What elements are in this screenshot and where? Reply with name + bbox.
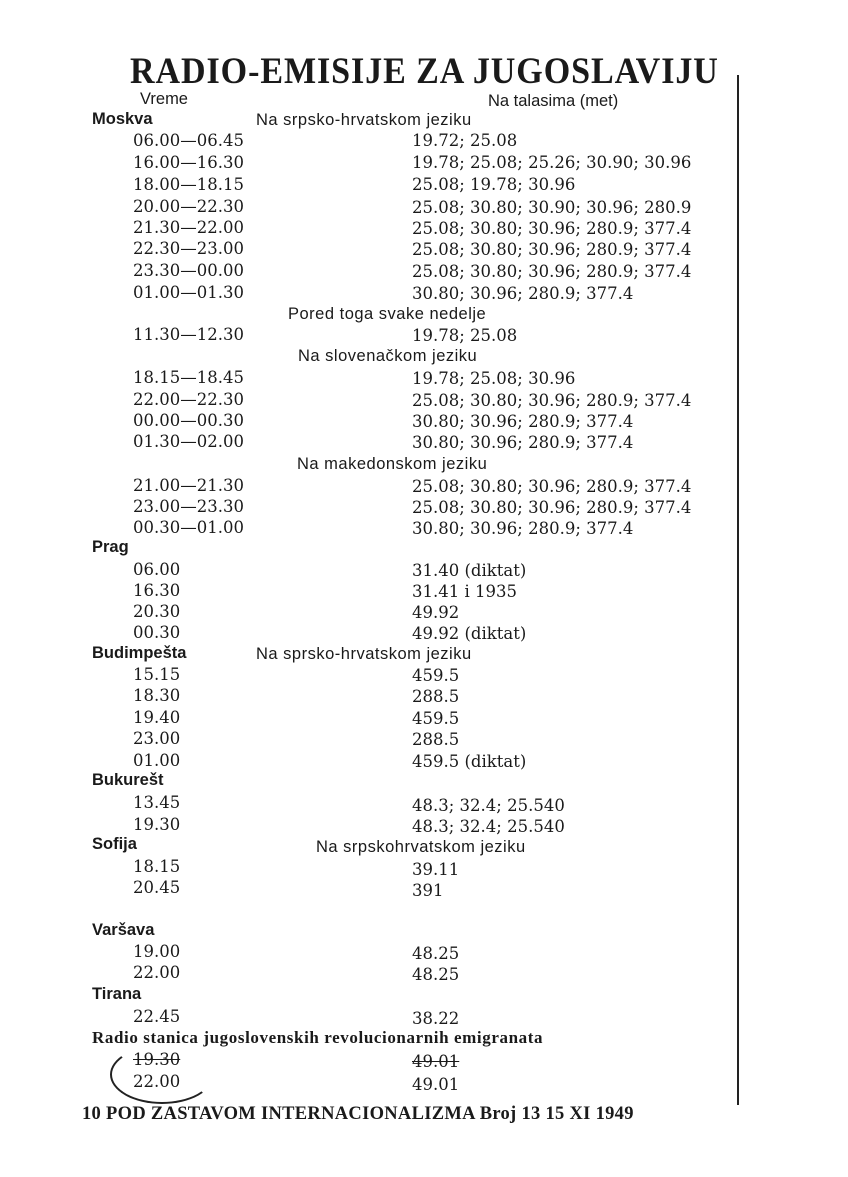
language-heading: Na slovenačkom jeziku xyxy=(298,347,478,365)
row-time: 13.45 xyxy=(133,793,181,812)
row-time: 23.00 xyxy=(133,729,181,748)
row-time: 20.45 xyxy=(133,878,181,897)
city-moskva: Moskva xyxy=(92,110,153,128)
row-waves: 49.92 (diktat) xyxy=(412,624,527,643)
row-waves: 25.08; 30.80; 30.90; 30.96; 280.9 xyxy=(412,198,692,217)
row-waves: 19.78; 25.08 xyxy=(412,326,518,345)
row-waves: 30.80; 30.96; 280.9; 377.4 xyxy=(412,284,634,303)
row-waves: 48.25 xyxy=(412,944,460,963)
row-waves: 49.01 xyxy=(412,1075,460,1094)
row-waves: 19.78; 25.08; 25.26; 30.90; 30.96 xyxy=(412,153,692,172)
row-time: 16.00—16.30 xyxy=(133,153,244,172)
row-waves: 25.08; 30.80; 30.96; 280.9; 377.4 xyxy=(412,240,692,259)
language-heading: Na srpskohrvatskom jeziku xyxy=(316,838,526,856)
row-waves: 25.08; 30.80; 30.96; 280.9; 377.4 xyxy=(412,477,692,496)
row-waves: 459.5 xyxy=(412,709,460,728)
header-waves: Na talasima (met) xyxy=(488,92,619,110)
row-waves: 48.3; 32.4; 25.540 xyxy=(412,796,565,815)
row-time: 01.00—01.30 xyxy=(133,283,244,302)
row-waves: 38.22 xyxy=(412,1009,460,1028)
row-waves: 459.5 (diktat) xyxy=(412,752,527,771)
row-time: 15.15 xyxy=(133,665,181,684)
row-waves: 39.11 xyxy=(412,860,460,879)
row-time: 23.00—23.30 xyxy=(133,497,244,516)
row-time: 01.00 xyxy=(133,751,181,770)
row-waves: 459.5 xyxy=(412,666,460,685)
row-waves: 25.08; 30.80; 30.96; 280.9; 377.4 xyxy=(412,498,692,517)
language-heading: Na srpsko-hrvatskom jeziku xyxy=(256,111,472,129)
row-waves: 25.08; 30.80; 30.96; 280.9; 377.4 xyxy=(412,391,692,410)
row-waves: 49.01 xyxy=(412,1052,460,1071)
row-time: 00.00—00.30 xyxy=(133,411,244,430)
row-time: 18.15—18.45 xyxy=(133,368,244,387)
row-time: 19.40 xyxy=(133,708,181,727)
row-waves: 30.80; 30.96; 280.9; 377.4 xyxy=(412,412,634,431)
row-time: 06.00 xyxy=(133,560,181,579)
city-prag: Prag xyxy=(92,538,129,556)
row-waves: 25.08; 19.78; 30.96 xyxy=(412,175,576,194)
row-waves: 391 xyxy=(412,881,444,900)
row-time: 22.45 xyxy=(133,1007,181,1026)
column-rule xyxy=(737,75,739,1105)
language-heading: Pored toga svake nedelje xyxy=(288,305,487,323)
row-time: 18.30 xyxy=(133,686,181,705)
row-time: 22.00—22.30 xyxy=(133,390,244,409)
handwritten-circle-mark xyxy=(110,1045,214,1104)
row-time: 16.30 xyxy=(133,581,181,600)
city-budimpesta: Budimpešta xyxy=(92,644,187,662)
row-time: 22.30—23.00 xyxy=(133,239,244,258)
row-time: 22.00 xyxy=(133,1072,181,1091)
row-waves: 30.80; 30.96; 280.9; 377.4 xyxy=(412,519,634,538)
row-time: 01.30—02.00 xyxy=(133,432,244,451)
row-waves: 19.78; 25.08; 30.96 xyxy=(412,369,576,388)
city-bukurest: Bukurešt xyxy=(92,771,164,789)
row-time: 00.30 xyxy=(133,623,181,642)
row-time: 19.00 xyxy=(133,942,181,961)
city-radio-stanica: Radio stanica jugoslovenskih revolucionarnih emigranata xyxy=(92,1028,544,1047)
row-waves: 48.3; 32.4; 25.540 xyxy=(412,817,565,836)
row-time: 19.30 xyxy=(133,815,181,834)
row-time: 00.30—01.00 xyxy=(133,518,244,537)
row-time: 06.00—06.45 xyxy=(133,131,244,150)
city-varsava: Varšava xyxy=(92,921,155,939)
row-time: 21.30—22.00 xyxy=(133,218,244,237)
row-time: 18.15 xyxy=(133,857,181,876)
row-time: 11.30—12.30 xyxy=(133,325,244,344)
row-time: 20.00—22.30 xyxy=(133,197,244,216)
row-time: 23.30—00.00 xyxy=(133,261,244,280)
row-waves: 31.40 (diktat) xyxy=(412,561,527,580)
row-waves: 31.41 i 1935 xyxy=(412,582,517,601)
city-sofija: Sofija xyxy=(92,835,137,853)
language-heading: Na sprsko-hrvatskom jeziku xyxy=(256,645,472,663)
row-waves: 49.92 xyxy=(412,603,460,622)
row-time: 21.00—21.30 xyxy=(133,476,244,495)
row-time: 18.00—18.15 xyxy=(133,175,244,194)
language-heading: Na makedonskom jeziku xyxy=(297,455,488,473)
row-waves: 30.80; 30.96; 280.9; 377.4 xyxy=(412,433,634,452)
row-time: 20.30 xyxy=(133,602,181,621)
row-time: 22.00 xyxy=(133,963,181,982)
header-time: Vreme xyxy=(140,90,188,108)
row-waves: 288.5 xyxy=(412,730,460,749)
page-title: RADIO-EMISIJE ZA JUGOSLAVIJU xyxy=(130,51,719,92)
row-waves: 48.25 xyxy=(412,965,460,984)
row-time: 19.30 xyxy=(133,1050,181,1069)
row-waves: 25.08; 30.80; 30.96; 280.9; 377.4 xyxy=(412,262,692,281)
row-waves: 19.72; 25.08 xyxy=(412,131,518,150)
row-waves: 25.08; 30.80; 30.96; 280.9; 377.4 xyxy=(412,219,692,238)
row-waves: 288.5 xyxy=(412,687,460,706)
city-tirana: Tirana xyxy=(92,985,142,1003)
page-footer: 10 POD ZASTAVOM INTERNACIONALIZMA Broj 13 15 XI 1949 xyxy=(82,1104,634,1124)
